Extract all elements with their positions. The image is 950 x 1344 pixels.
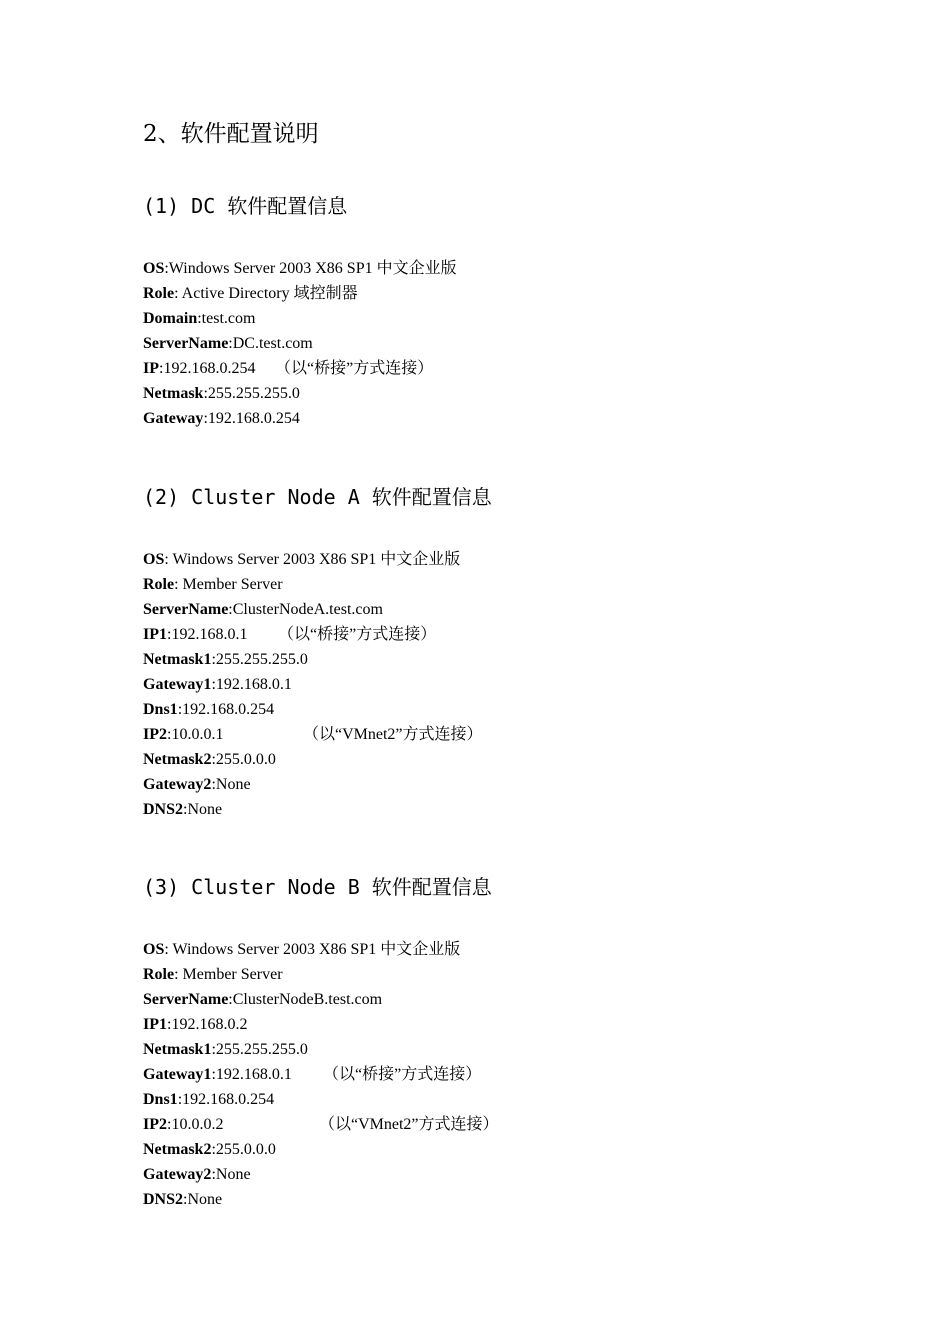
config-value: :192.168.0.1	[211, 676, 292, 693]
config-key: Gateway1	[143, 676, 212, 693]
config-row	[143, 331, 843, 356]
config-key: Netmask1	[143, 651, 212, 668]
section-node-b-config	[143, 937, 843, 1212]
config-value: :ClusterNodeA.test.com	[228, 601, 383, 618]
section-heading-node-a: (2) Cluster Node A 软件配置信息	[143, 485, 492, 509]
config-key: IP1	[143, 626, 167, 643]
config-row	[143, 1187, 843, 1212]
config-row	[143, 572, 843, 597]
config-row	[143, 722, 843, 747]
section-heading-dc: (1) DC 软件配置信息	[143, 194, 348, 218]
config-key: Gateway2	[143, 1166, 212, 1183]
config-row	[143, 1087, 843, 1112]
config-value: :192.168.0.254	[203, 410, 300, 427]
config-key: DNS2	[143, 801, 184, 818]
config-key: ServerName	[143, 335, 229, 352]
config-row	[143, 797, 843, 822]
config-value: :test.com	[197, 310, 256, 327]
config-key: Dns1	[143, 1091, 178, 1108]
config-value: :DC.test.com	[228, 335, 313, 352]
config-row	[143, 772, 843, 797]
config-key: Netmask2	[143, 751, 212, 768]
config-key: IP2	[143, 726, 167, 743]
config-row	[143, 647, 843, 672]
config-value: : Active Directory 域控制器	[174, 285, 358, 302]
config-row	[143, 672, 843, 697]
config-value: : Member Server	[174, 966, 283, 983]
config-row	[143, 547, 843, 572]
config-key: IP2	[143, 1116, 167, 1133]
config-key: DNS2	[143, 1191, 184, 1208]
config-row	[143, 1112, 843, 1137]
config-value: :None	[211, 776, 251, 793]
config-value: : Windows Server 2003 X86 SP1 中文企业版	[164, 551, 461, 568]
config-row	[143, 1137, 843, 1162]
config-key: Domain	[143, 310, 198, 327]
config-row	[143, 256, 843, 281]
config-key: Netmask1	[143, 1041, 212, 1058]
config-key: OS	[143, 260, 165, 277]
config-value: :Windows Server 2003 X86 SP1 中文企业版	[164, 260, 457, 277]
config-row	[143, 1012, 843, 1037]
config-key: ServerName	[143, 991, 229, 1008]
config-key: OS	[143, 551, 165, 568]
config-row	[143, 306, 843, 331]
connection-note: （以“桥接”方式连接）	[323, 1066, 482, 1083]
config-value: :192.168.0.254	[177, 701, 275, 718]
config-value: :192.168.0.1	[211, 1066, 292, 1083]
config-row	[143, 381, 843, 406]
config-value: :255.0.0.0	[211, 1141, 276, 1158]
config-value: :255.0.0.0	[211, 751, 276, 768]
config-key: IP1	[143, 1016, 167, 1033]
config-value: :None	[211, 1166, 251, 1183]
config-row	[143, 622, 843, 647]
config-row	[143, 597, 843, 622]
config-key: Netmask	[143, 385, 204, 402]
config-value: :192.168.0.254	[159, 360, 256, 377]
config-row	[143, 1037, 843, 1062]
config-value: :10.0.0.2	[167, 1116, 224, 1133]
config-key: Netmask2	[143, 1141, 212, 1158]
config-key: Role	[143, 966, 175, 983]
config-key: IP	[143, 360, 159, 377]
config-value: :ClusterNodeB.test.com	[228, 991, 383, 1008]
config-key: ServerName	[143, 601, 229, 618]
connection-note: （以“VMnet2”方式连接）	[319, 1116, 499, 1133]
config-value: : Windows Server 2003 X86 SP1 中文企业版	[164, 941, 461, 958]
page-title: 2、软件配置说明	[143, 121, 319, 147]
config-row	[143, 281, 843, 306]
config-key: Dns1	[143, 701, 178, 718]
section-heading-node-b: (3) Cluster Node B 软件配置信息	[143, 875, 492, 899]
config-value: : Member Server	[174, 576, 283, 593]
config-value: :255.255.255.0	[211, 1041, 308, 1058]
config-value: :192.168.0.254	[177, 1091, 275, 1108]
connection-note: （以“桥接”方式连接）	[278, 626, 437, 643]
config-key: Gateway2	[143, 776, 212, 793]
config-key: Gateway	[143, 410, 204, 427]
config-key: OS	[143, 941, 165, 958]
config-row	[143, 1062, 843, 1087]
connection-note: （以“桥接”方式连接）	[275, 360, 434, 377]
config-row	[143, 747, 843, 772]
config-key: Gateway1	[143, 1066, 212, 1083]
section-dc-config	[143, 256, 843, 431]
config-key: Role	[143, 285, 175, 302]
config-row	[143, 697, 843, 722]
config-value: :255.255.255.0	[211, 651, 308, 668]
config-row	[143, 987, 843, 1012]
config-value: :10.0.0.1	[167, 726, 224, 743]
section-node-a-config	[143, 547, 843, 822]
config-row	[143, 937, 843, 962]
config-value: :None	[183, 1191, 223, 1208]
config-key: Role	[143, 576, 175, 593]
config-row	[143, 356, 843, 381]
config-value: :192.168.0.1	[167, 626, 248, 643]
config-row	[143, 1162, 843, 1187]
config-row	[143, 406, 843, 431]
connection-note: （以“VMnet2”方式连接）	[303, 726, 483, 743]
config-value: :192.168.0.2	[167, 1016, 248, 1033]
config-value: :None	[183, 801, 223, 818]
config-row	[143, 962, 843, 987]
config-value: :255.255.255.0	[203, 385, 300, 402]
